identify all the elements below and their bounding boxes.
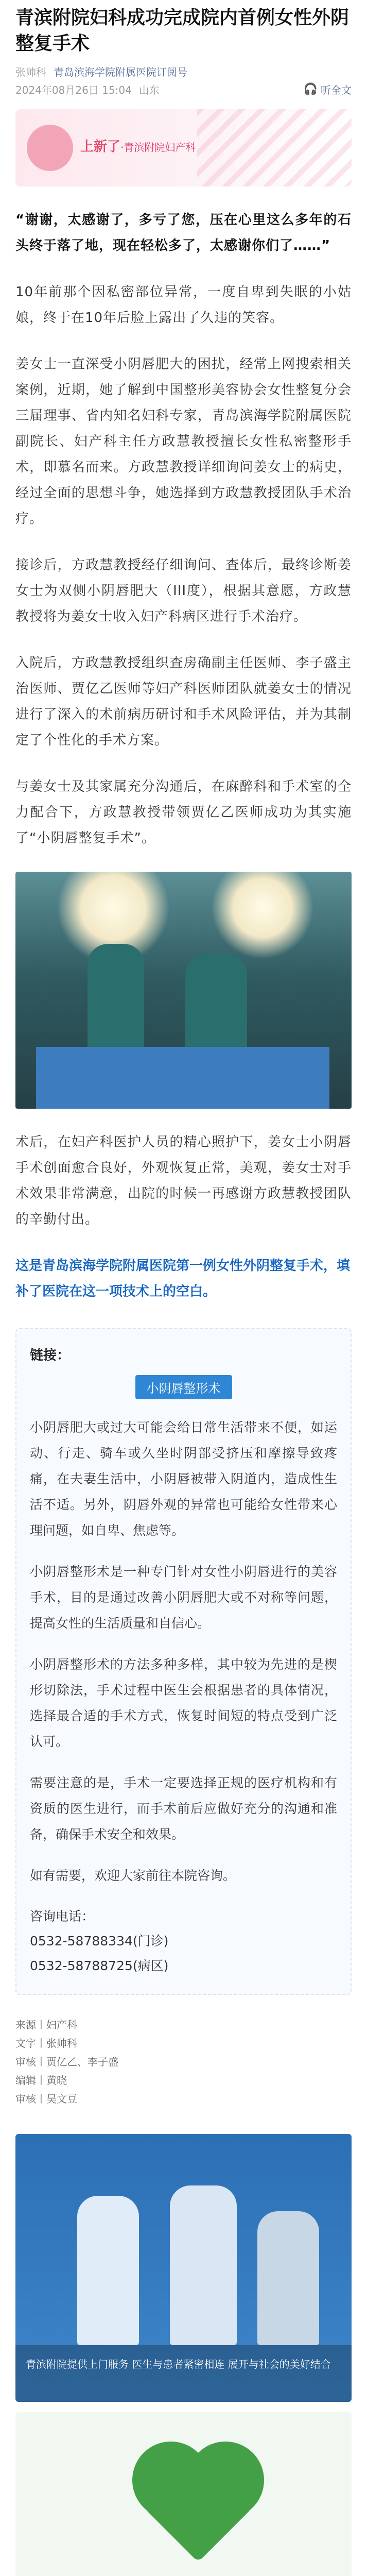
article-meta xyxy=(15,64,352,79)
author-name: 张帅科 xyxy=(15,66,46,78)
phone-clinic[interactable]: 0532-58788334(门诊) xyxy=(30,1934,169,1948)
doctor-figure xyxy=(170,2185,237,2345)
paragraph: 入院后，方政慧教授组织查房确副主任医师、李子盛主治医师、贾亿乙医师等妇产科医师团队就姜女士的情况进行了深入的术前病历研讨和手术风险评估，并为其制定了个性化的手术方案。 xyxy=(15,655,352,748)
credit-approver: 审核丨吴文豆 xyxy=(15,2093,77,2105)
paragraph: 与姜女士及其家属充分沟通后，在麻醉科和手术室的全力配合下，方政慧教授带领贾亿乙医师成功为其实施了“小阴唇整复手术”。 xyxy=(15,779,352,846)
contact-info xyxy=(30,1904,337,1978)
doctor-figure xyxy=(77,2196,139,2345)
tag-wrapper xyxy=(30,1364,337,1399)
headphones-icon: 🎧 xyxy=(303,83,318,96)
account-name-link[interactable]: 青岛滨海学院附属医院订阅号 xyxy=(54,66,187,78)
surgical-drape xyxy=(36,1047,329,1109)
tag-text: 小阴唇整形术 xyxy=(146,1381,221,1396)
promo-section xyxy=(15,2134,352,2576)
surgery-photo[interactable] xyxy=(15,872,352,1109)
contact-label: 咨询电话： xyxy=(30,1909,95,1924)
card-paragraph: 小阴唇整形术的方法多种多样，其中较为先进的是楔形切除法，手术过程中医生会根据患者的具体情况，选择最合适的手术方式，恢复时间短的特点受到广泛认可。 xyxy=(30,1657,337,1749)
listen-button[interactable] xyxy=(304,82,352,97)
info-card xyxy=(15,1328,352,1995)
highlight-paragraph: 这是青岛滨海学院附属医院第一例女性外阴整复手术，填补了医院在这一项技术上的空白。 xyxy=(15,1258,351,1299)
paragraph: 10年前那个因私密部位异常，一度自卑到失眠的小姑娘，终于在10年后脸上露出了久违的笑容。 xyxy=(15,284,352,326)
listen-label: 听全文 xyxy=(321,84,352,96)
paragraph: 术后，在妇产科医护人员的精心照护下，姜女士小阴唇手术创面愈合良好，外观恢复正常，美观，姜女士对手术效果非常满意，出院的时候一再感谢方政慧教授团队的辛勤付出。 xyxy=(15,1134,352,1227)
publish-date: 2024年08月26日 15:04 xyxy=(15,84,132,96)
credits xyxy=(15,2015,352,2108)
article-meta-row2 xyxy=(15,82,352,97)
credit-writer: 文字丨张帅科 xyxy=(15,2037,77,2049)
banner-sub: ·青滨附院妇产科 xyxy=(120,141,196,154)
card-paragraph: 需要注意的是，手术一定要选择正规的医疗机构和有资质的医生进行，而手术前后应做好充分的沟通和准备，确保手术安全和效果。 xyxy=(30,1775,337,1842)
credit-source: 来源丨妇产科 xyxy=(15,2019,77,2031)
heart-banner xyxy=(15,2412,352,2576)
banner-text xyxy=(80,136,196,155)
heart-logo-icon xyxy=(144,2453,253,2562)
promo-strip xyxy=(15,2345,352,2402)
phone-ward[interactable]: 0532-58788725(病区) xyxy=(30,1958,169,1973)
topic-tag xyxy=(135,1375,232,1399)
paragraph-quote: “谢谢，太感谢了，多亏了您，压在心里这么多年的石头终于落了地，现在轻松多了，太感谢你们了……” xyxy=(15,212,352,253)
banner-decoration xyxy=(197,109,352,187)
badge-icon xyxy=(27,125,73,171)
card-paragraph: 小阴唇肥大或过大可能会给日常生活带来不便，如运动、行走、骑车或久坐时阴部受挤压和摩擦导致疼痛，在夫妻生活中，小阴唇被带入阴道内，造成性生活不适。另外，阴唇外观的异常也可能给女性带来心理问题，如自卑、焦虑等。 xyxy=(30,1420,337,1538)
banner-main: 上新了 xyxy=(80,139,121,155)
card-paragraph: 小阴唇整形术是一种专门针对女性小阴唇进行的美容手术，目的是通过改善小阴唇肥大或不对称等问题，提高女性的生活质量和自信心。 xyxy=(30,1564,337,1631)
promo-strip-text: 青滨附院提供上门服务 医生与患者紧密相连 展开与社会的美好结合 xyxy=(26,2358,331,2370)
promo-photo[interactable] xyxy=(15,2134,352,2402)
paragraph: 姜女士一直深受小阴唇肥大的困扰，经常上网搜索相关案例，近期，她了解到中国整形美容协会女性整复分会三届理事、省内知名妇科专家，青岛滨海学院附属医院副院长、妇产科主任方政慧教授擅长女性私密整形手术，即慕名而来。方政慧教授详细询问姜女士的病史，经过全面的思想斗争，她选择到方政慧教授团队手术治疗。 xyxy=(15,357,352,527)
card-label: 链接： xyxy=(30,1348,71,1363)
credit-editor: 编辑丨黄晓 xyxy=(15,2074,67,2087)
card-paragraph: 如有需要，欢迎大家前往本院咨询。 xyxy=(30,1868,236,1883)
article-title: 青滨附院妇科成功完成院内首例女性外阴整复手术 xyxy=(15,7,349,54)
paragraph: 接诊后，方政慧教授经仔细询问、查体后，最终诊断姜女士为双侧小阴唇肥大（III度），根据其意愿，方政慧教授将为姜女士收入妇产科病区进行手术治疗。 xyxy=(15,557,352,624)
section-banner xyxy=(15,109,352,187)
patient-figure xyxy=(257,2211,319,2345)
credit-reviewer: 审核丨贾亿乙、李子盛 xyxy=(15,2056,118,2068)
surgical-lamp xyxy=(211,872,314,959)
publish-location: 山东 xyxy=(138,84,160,96)
